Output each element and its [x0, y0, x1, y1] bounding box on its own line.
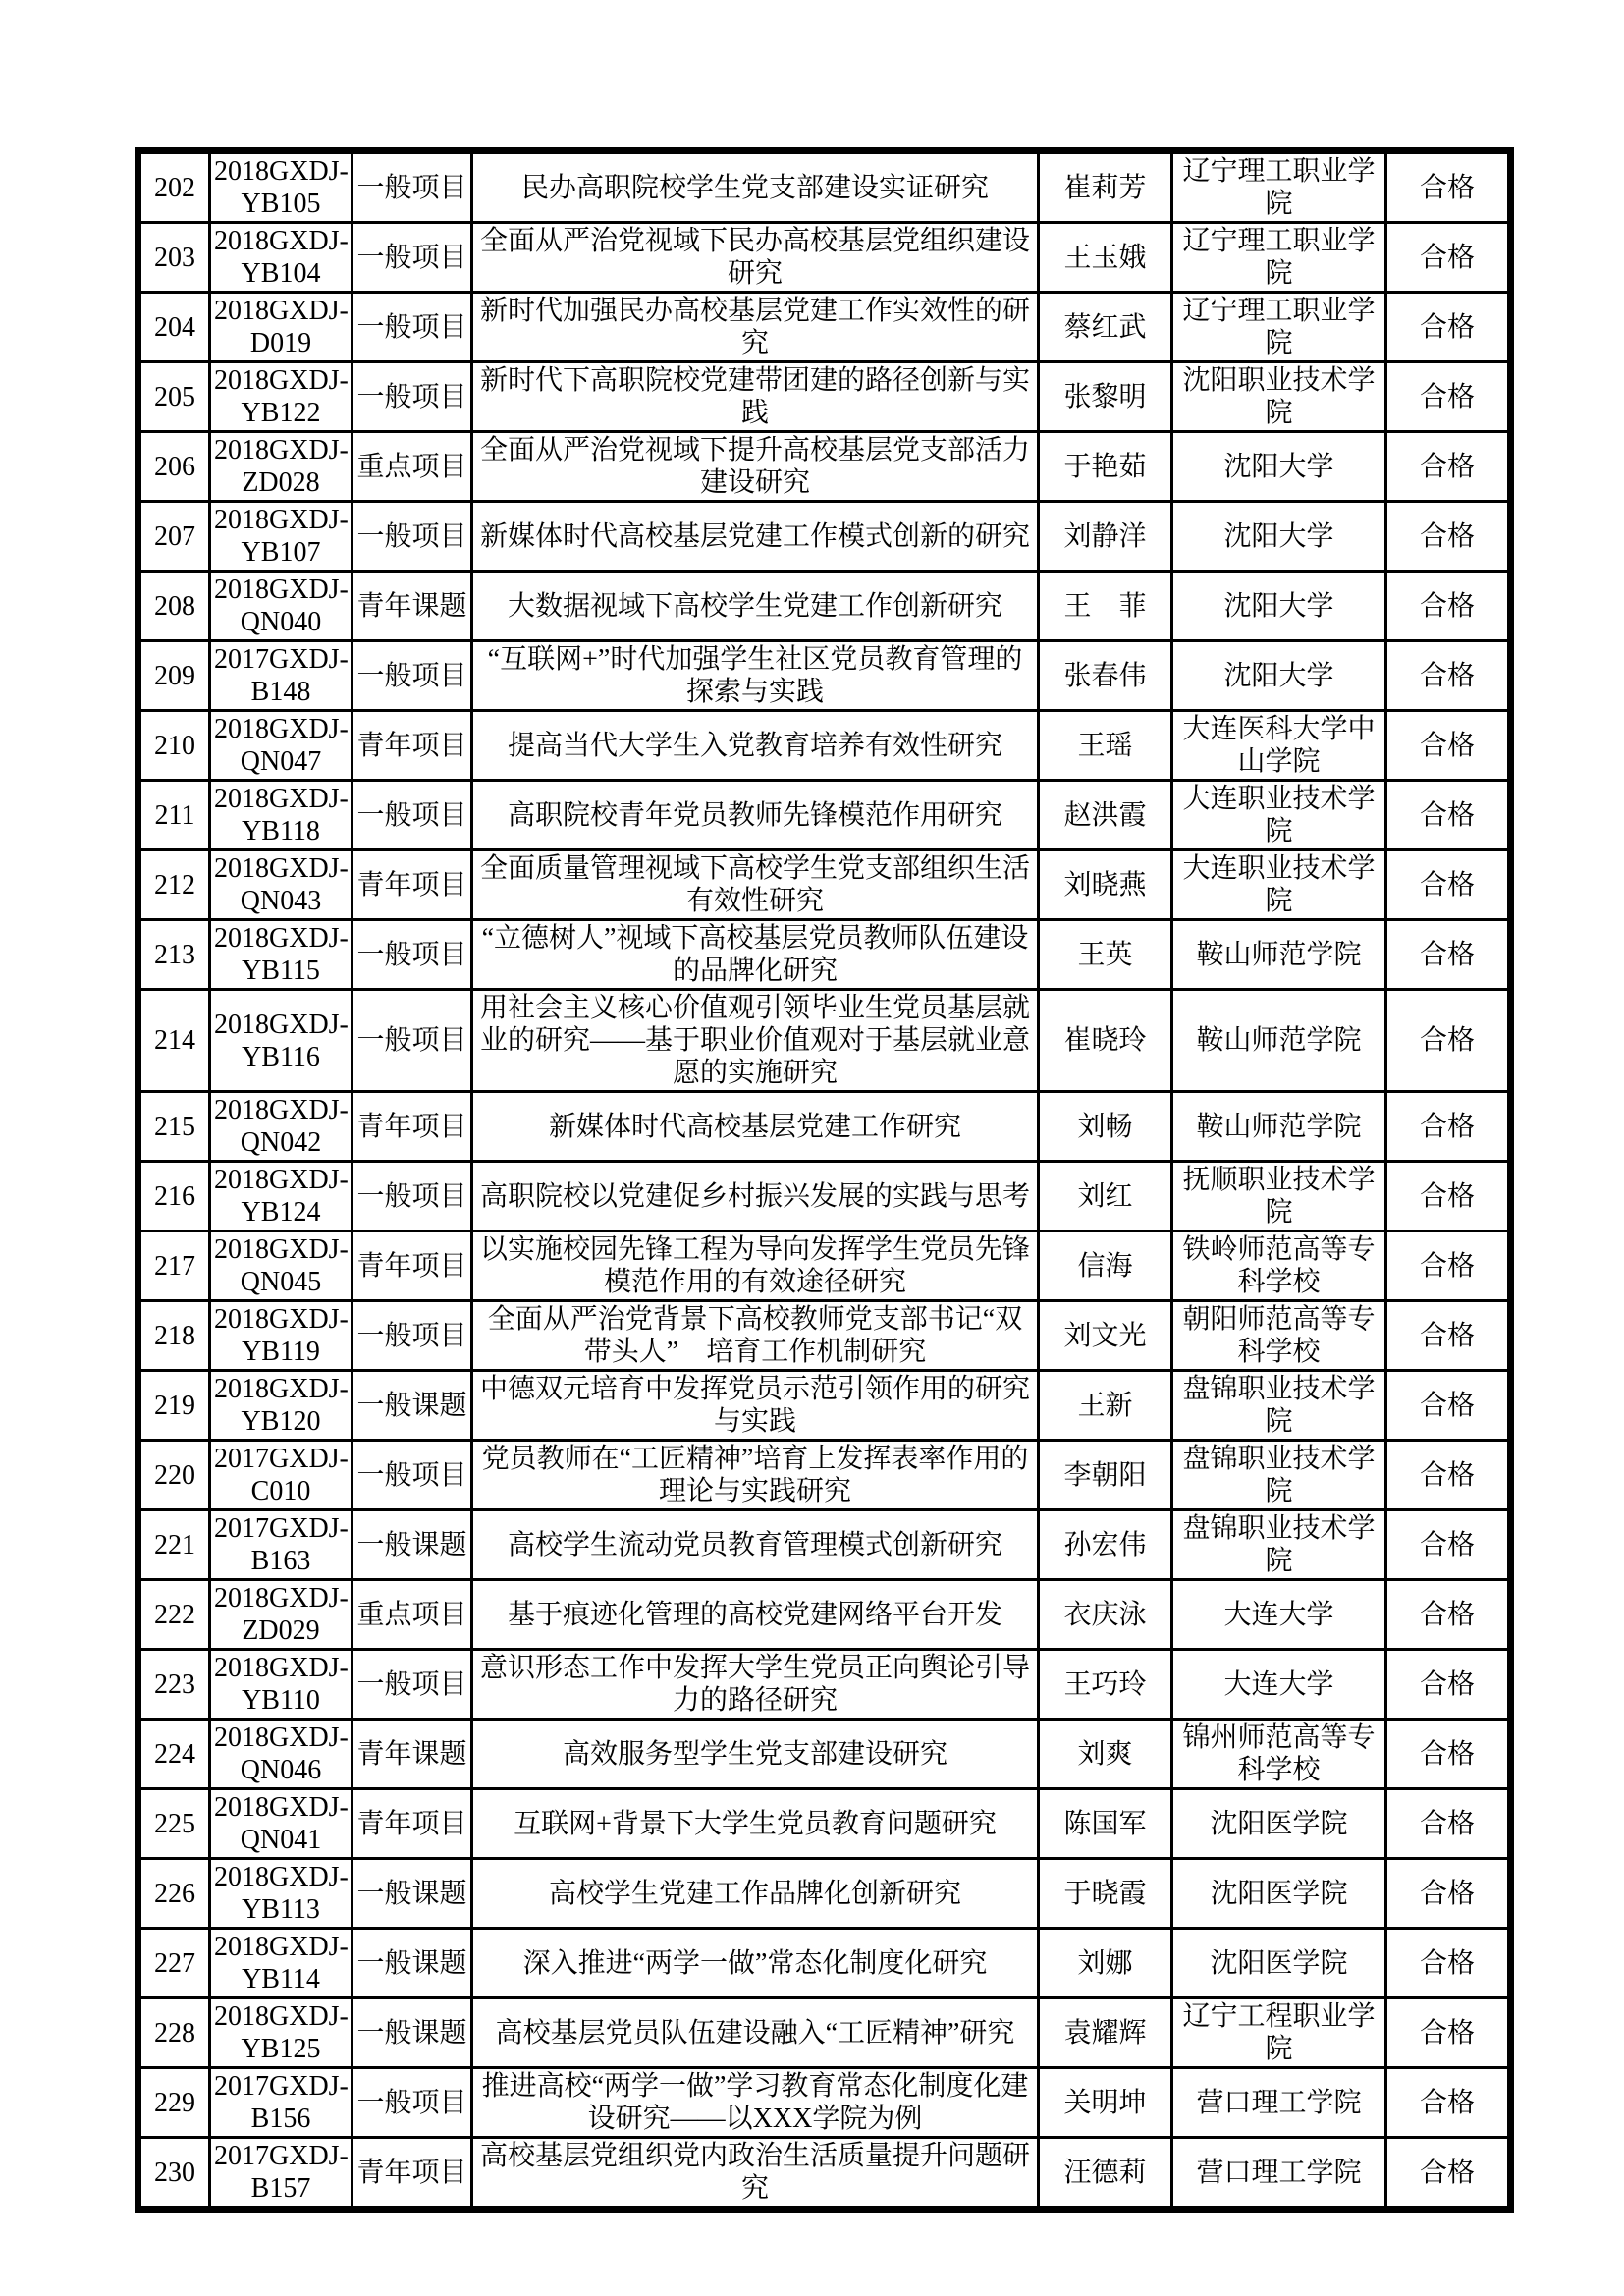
cell-leader-name: 刘畅 — [1039, 1092, 1172, 1162]
cell-project-code: 2018GXDJ-QN043 — [210, 850, 352, 920]
cell-row-number: 207 — [138, 502, 210, 572]
cell-project-type: 青年课题 — [352, 1720, 472, 1789]
table-row — [138, 1859, 1511, 1929]
cell-institution: 辽宁工程职业学院 — [1172, 1998, 1386, 2068]
cell-project-title: 全面从严治党背景下高校教师党支部书记“双带头人” 培育工作机制研究 — [472, 1301, 1039, 1371]
cell-institution: 抚顺职业技术学院 — [1172, 1162, 1386, 1231]
cell-institution: 大连医科大学中山学院 — [1172, 711, 1386, 781]
cell-project-code: 2017GXDJ-B156 — [210, 2068, 352, 2138]
cell-row-number: 217 — [138, 1231, 210, 1301]
table-row — [138, 1301, 1511, 1371]
cell-row-number: 229 — [138, 2068, 210, 2138]
cell-project-title: 民办高职院校学生党支部建设实证研究 — [472, 151, 1039, 223]
cell-institution: 辽宁理工职业学院 — [1172, 293, 1386, 362]
cell-project-type: 一般课题 — [352, 1998, 472, 2068]
cell-project-code: 2018GXDJ-QN045 — [210, 1231, 352, 1301]
cell-project-type: 一般项目 — [352, 990, 472, 1092]
cell-project-title: 提高当代大学生入党教育培养有效性研究 — [472, 711, 1039, 781]
cell-leader-name: 刘娜 — [1039, 1929, 1172, 1998]
cell-leader-name: 孙宏伟 — [1039, 1510, 1172, 1580]
cell-review-result: 合格 — [1386, 850, 1511, 920]
cell-review-result: 合格 — [1386, 1789, 1511, 1859]
cell-project-code: 2018GXDJ-YB114 — [210, 1929, 352, 1998]
cell-project-title: 高校学生党建工作品牌化创新研究 — [472, 1859, 1039, 1929]
cell-project-type: 一般课题 — [352, 1929, 472, 1998]
cell-review-result: 合格 — [1386, 1301, 1511, 1371]
cell-leader-name: 刘爽 — [1039, 1720, 1172, 1789]
cell-project-code: 2018GXDJ-YB118 — [210, 781, 352, 850]
cell-institution: 沈阳医学院 — [1172, 1789, 1386, 1859]
cell-project-code: 2018GXDJ-YB125 — [210, 1998, 352, 2068]
cell-project-code: 2018GXDJ-YB110 — [210, 1650, 352, 1720]
cell-project-title: “立德树人”视域下高校基层党员教师队伍建设的品牌化研究 — [472, 920, 1039, 990]
cell-row-number: 227 — [138, 1929, 210, 1998]
cell-project-type: 青年项目 — [352, 1789, 472, 1859]
cell-project-title: 新时代下高职院校党建带团建的路径创新与实践 — [472, 362, 1039, 432]
cell-review-result: 合格 — [1386, 1998, 1511, 2068]
cell-institution: 辽宁理工职业学院 — [1172, 151, 1386, 223]
cell-project-type: 青年项目 — [352, 850, 472, 920]
cell-project-title: 党员教师在“工匠精神”培育上发挥表率作用的理论与实践研究 — [472, 1441, 1039, 1510]
table-row — [138, 362, 1511, 432]
cell-project-type: 一般项目 — [352, 641, 472, 711]
cell-institution: 盘锦职业技术学院 — [1172, 1371, 1386, 1441]
cell-project-title: 全面从严治党视域下民办高校基层党组织建设研究 — [472, 223, 1039, 293]
cell-project-title: 中德双元培育中发挥党员示范引领作用的研究与实践 — [472, 1371, 1039, 1441]
cell-project-code: 2018GXDJ-QN040 — [210, 572, 352, 641]
cell-leader-name: 崔晓玲 — [1039, 990, 1172, 1092]
cell-leader-name: 崔莉芳 — [1039, 151, 1172, 223]
cell-review-result: 合格 — [1386, 641, 1511, 711]
cell-project-title: 基于痕迹化管理的高校党建网络平台开发 — [472, 1580, 1039, 1650]
table-row — [138, 1929, 1511, 1998]
cell-review-result: 合格 — [1386, 432, 1511, 502]
cell-row-number: 208 — [138, 572, 210, 641]
cell-leader-name: 于晓霞 — [1039, 1859, 1172, 1929]
cell-review-result: 合格 — [1386, 1859, 1511, 1929]
cell-leader-name: 张黎明 — [1039, 362, 1172, 432]
cell-institution: 鞍山师范学院 — [1172, 920, 1386, 990]
cell-project-title: 高校学生流动党员教育管理模式创新研究 — [472, 1510, 1039, 1580]
cell-review-result: 合格 — [1386, 1510, 1511, 1580]
cell-review-result: 合格 — [1386, 1580, 1511, 1650]
cell-project-code: 2018GXDJ-YB120 — [210, 1371, 352, 1441]
cell-leader-name: 信海 — [1039, 1231, 1172, 1301]
cell-institution: 营口理工学院 — [1172, 2138, 1386, 2210]
cell-leader-name: 于艳茹 — [1039, 432, 1172, 502]
table-row — [138, 1441, 1511, 1510]
cell-project-type: 重点项目 — [352, 1580, 472, 1650]
cell-row-number: 225 — [138, 1789, 210, 1859]
table-row — [138, 1092, 1511, 1162]
cell-project-type: 青年课题 — [352, 572, 472, 641]
cell-review-result: 合格 — [1386, 223, 1511, 293]
cell-project-title: 大数据视域下高校学生党建工作创新研究 — [472, 572, 1039, 641]
cell-row-number: 226 — [138, 1859, 210, 1929]
cell-leader-name: 衣庆泳 — [1039, 1580, 1172, 1650]
table-row — [138, 151, 1511, 223]
cell-project-title: 推进高校“两学一做”学习教育常态化制度化建设研究——以XXX学院为例 — [472, 2068, 1039, 2138]
cell-project-title: 全面从严治党视域下提升高校基层党支部活力建设研究 — [472, 432, 1039, 502]
cell-project-code: 2018GXDJ-YB104 — [210, 223, 352, 293]
cell-institution: 沈阳医学院 — [1172, 1859, 1386, 1929]
cell-institution: 营口理工学院 — [1172, 2068, 1386, 2138]
cell-project-title: 互联网+背景下大学生党员教育问题研究 — [472, 1789, 1039, 1859]
cell-review-result: 合格 — [1386, 1162, 1511, 1231]
cell-project-code: 2018GXDJ-YB122 — [210, 362, 352, 432]
cell-row-number: 223 — [138, 1650, 210, 1720]
cell-leader-name: 王巧玲 — [1039, 1650, 1172, 1720]
cell-project-type: 一般项目 — [352, 293, 472, 362]
cell-project-type: 一般项目 — [352, 1441, 472, 1510]
table-row — [138, 850, 1511, 920]
cell-project-type: 一般课题 — [352, 1371, 472, 1441]
cell-review-result: 合格 — [1386, 711, 1511, 781]
table-row — [138, 572, 1511, 641]
cell-project-title: 新媒体时代高校基层党建工作研究 — [472, 1092, 1039, 1162]
table-row — [138, 223, 1511, 293]
cell-review-result: 合格 — [1386, 1441, 1511, 1510]
cell-institution: 铁岭师范高等专科学校 — [1172, 1231, 1386, 1301]
cell-institution: 大连大学 — [1172, 1580, 1386, 1650]
cell-project-code: 2017GXDJ-B148 — [210, 641, 352, 711]
cell-institution: 沈阳大学 — [1172, 641, 1386, 711]
cell-leader-name: 王英 — [1039, 920, 1172, 990]
cell-leader-name: 汪德莉 — [1039, 2138, 1172, 2210]
cell-project-type: 一般项目 — [352, 920, 472, 990]
cell-project-title: 高职院校青年党员教师先锋模范作用研究 — [472, 781, 1039, 850]
cell-institution: 大连大学 — [1172, 1650, 1386, 1720]
cell-review-result: 合格 — [1386, 920, 1511, 990]
project-review-results-table — [135, 147, 1514, 2213]
cell-institution: 辽宁理工职业学院 — [1172, 223, 1386, 293]
cell-row-number: 221 — [138, 1510, 210, 1580]
cell-project-code: 2018GXDJ-ZD029 — [210, 1580, 352, 1650]
table-row — [138, 1510, 1511, 1580]
table-row — [138, 920, 1511, 990]
cell-project-code: 2018GXDJ-D019 — [210, 293, 352, 362]
cell-project-type: 青年项目 — [352, 1231, 472, 1301]
cell-project-type: 一般项目 — [352, 502, 472, 572]
cell-review-result: 合格 — [1386, 1650, 1511, 1720]
cell-review-result: 合格 — [1386, 1371, 1511, 1441]
cell-project-code: 2018GXDJ-QN047 — [210, 711, 352, 781]
cell-row-number: 214 — [138, 990, 210, 1092]
cell-project-code: 2017GXDJ-B163 — [210, 1510, 352, 1580]
cell-project-type: 一般项目 — [352, 781, 472, 850]
cell-row-number: 216 — [138, 1162, 210, 1231]
cell-leader-name: 刘文光 — [1039, 1301, 1172, 1371]
cell-project-type: 一般项目 — [352, 223, 472, 293]
cell-institution: 盘锦职业技术学院 — [1172, 1510, 1386, 1580]
cell-leader-name: 王 菲 — [1039, 572, 1172, 641]
cell-institution: 沈阳医学院 — [1172, 1929, 1386, 1998]
cell-project-title: 高校基层党组织党内政治生活质量提升问题研究 — [472, 2138, 1039, 2210]
table-row — [138, 502, 1511, 572]
cell-review-result: 合格 — [1386, 572, 1511, 641]
cell-project-title: 用社会主义核心价值观引领毕业生党员基层就业的研究——基于职业价值观对于基层就业意愿的实施研究 — [472, 990, 1039, 1092]
cell-review-result: 合格 — [1386, 1231, 1511, 1301]
cell-project-code: 2018GXDJ-YB116 — [210, 990, 352, 1092]
cell-row-number: 210 — [138, 711, 210, 781]
table-row — [138, 711, 1511, 781]
cell-leader-name: 王新 — [1039, 1371, 1172, 1441]
cell-row-number: 209 — [138, 641, 210, 711]
cell-review-result: 合格 — [1386, 2138, 1511, 2210]
cell-project-title: 意识形态工作中发挥大学生党员正向舆论引导力的路径研究 — [472, 1650, 1039, 1720]
cell-row-number: 206 — [138, 432, 210, 502]
table-row — [138, 1580, 1511, 1650]
cell-institution: 盘锦职业技术学院 — [1172, 1441, 1386, 1510]
cell-row-number: 224 — [138, 1720, 210, 1789]
cell-project-code: 2017GXDJ-C010 — [210, 1441, 352, 1510]
cell-row-number: 213 — [138, 920, 210, 990]
cell-row-number: 218 — [138, 1301, 210, 1371]
cell-review-result: 合格 — [1386, 293, 1511, 362]
table-row — [138, 1371, 1511, 1441]
cell-project-code: 2018GXDJ-YB107 — [210, 502, 352, 572]
cell-review-result: 合格 — [1386, 151, 1511, 223]
table-row — [138, 641, 1511, 711]
table-sheet — [135, 147, 1514, 2213]
cell-row-number: 203 — [138, 223, 210, 293]
cell-leader-name: 关明坤 — [1039, 2068, 1172, 2138]
cell-leader-name: 袁耀辉 — [1039, 1998, 1172, 2068]
cell-project-code: 2018GXDJ-YB115 — [210, 920, 352, 990]
cell-row-number: 219 — [138, 1371, 210, 1441]
table-row — [138, 1789, 1511, 1859]
cell-row-number: 215 — [138, 1092, 210, 1162]
table-row — [138, 1650, 1511, 1720]
cell-review-result: 合格 — [1386, 1929, 1511, 1998]
table-row — [138, 2138, 1511, 2210]
cell-project-title: 深入推进“两学一做”常态化制度化研究 — [472, 1929, 1039, 1998]
cell-project-code: 2018GXDJ-QN042 — [210, 1092, 352, 1162]
cell-institution: 沈阳职业技术学院 — [1172, 362, 1386, 432]
cell-project-code: 2018GXDJ-ZD028 — [210, 432, 352, 502]
cell-leader-name: 陈国军 — [1039, 1789, 1172, 1859]
cell-project-code: 2018GXDJ-YB124 — [210, 1162, 352, 1231]
cell-institution: 锦州师范高等专科学校 — [1172, 1720, 1386, 1789]
cell-review-result: 合格 — [1386, 1092, 1511, 1162]
cell-project-code: 2018GXDJ-QN041 — [210, 1789, 352, 1859]
cell-project-code: 2018GXDJ-YB119 — [210, 1301, 352, 1371]
cell-project-title: 全面质量管理视域下高校学生党支部组织生活有效性研究 — [472, 850, 1039, 920]
cell-project-code: 2018GXDJ-QN046 — [210, 1720, 352, 1789]
cell-institution: 大连职业技术学院 — [1172, 850, 1386, 920]
cell-project-title: 新媒体时代高校基层党建工作模式创新的研究 — [472, 502, 1039, 572]
cell-leader-name: 刘晓燕 — [1039, 850, 1172, 920]
cell-project-type: 一般项目 — [352, 1301, 472, 1371]
table-row — [138, 781, 1511, 850]
cell-row-number: 211 — [138, 781, 210, 850]
cell-project-type: 一般课题 — [352, 1510, 472, 1580]
cell-project-code: 2017GXDJ-B157 — [210, 2138, 352, 2210]
cell-leader-name: 刘红 — [1039, 1162, 1172, 1231]
cell-row-number: 222 — [138, 1580, 210, 1650]
cell-project-type: 青年项目 — [352, 2138, 472, 2210]
cell-row-number: 204 — [138, 293, 210, 362]
table-row — [138, 1162, 1511, 1231]
cell-institution: 鞍山师范学院 — [1172, 1092, 1386, 1162]
cell-row-number: 212 — [138, 850, 210, 920]
cell-review-result: 合格 — [1386, 362, 1511, 432]
cell-row-number: 202 — [138, 151, 210, 223]
cell-project-type: 一般项目 — [352, 2068, 472, 2138]
cell-row-number: 228 — [138, 1998, 210, 2068]
table-row — [138, 432, 1511, 502]
cell-review-result: 合格 — [1386, 781, 1511, 850]
cell-leader-name: 张春伟 — [1039, 641, 1172, 711]
cell-leader-name: 赵洪霞 — [1039, 781, 1172, 850]
cell-project-type: 一般项目 — [352, 1162, 472, 1231]
cell-review-result: 合格 — [1386, 1720, 1511, 1789]
cell-review-result: 合格 — [1386, 990, 1511, 1092]
cell-leader-name: 李朝阳 — [1039, 1441, 1172, 1510]
cell-institution: 朝阳师范高等专科学校 — [1172, 1301, 1386, 1371]
cell-leader-name: 王瑶 — [1039, 711, 1172, 781]
table-row — [138, 990, 1511, 1092]
cell-project-type: 一般项目 — [352, 151, 472, 223]
cell-project-title: 高校基层党员队伍建设融入“工匠精神”研究 — [472, 1998, 1039, 2068]
table-row — [138, 1998, 1511, 2068]
cell-institution: 鞍山师范学院 — [1172, 990, 1386, 1092]
table-row — [138, 1720, 1511, 1789]
cell-institution: 沈阳大学 — [1172, 572, 1386, 641]
cell-project-title: 高效服务型学生党支部建设研究 — [472, 1720, 1039, 1789]
cell-project-title: 新时代加强民办高校基层党建工作实效性的研究 — [472, 293, 1039, 362]
cell-review-result: 合格 — [1386, 2068, 1511, 2138]
table-body — [138, 151, 1511, 2210]
cell-row-number: 230 — [138, 2138, 210, 2210]
cell-project-title: “互联网+”时代加强学生社区党员教育管理的探索与实践 — [472, 641, 1039, 711]
cell-project-title: 以实施校园先锋工程为导向发挥学生党员先锋模范作用的有效途径研究 — [472, 1231, 1039, 1301]
cell-institution: 沈阳大学 — [1172, 432, 1386, 502]
cell-project-type: 一般项目 — [352, 1650, 472, 1720]
table-row — [138, 2068, 1511, 2138]
cell-project-type: 一般项目 — [352, 362, 472, 432]
cell-institution: 大连职业技术学院 — [1172, 781, 1386, 850]
cell-review-result: 合格 — [1386, 502, 1511, 572]
cell-project-type: 青年项目 — [352, 1092, 472, 1162]
cell-leader-name: 蔡红武 — [1039, 293, 1172, 362]
cell-project-title: 高职院校以党建促乡村振兴发展的实践与思考 — [472, 1162, 1039, 1231]
cell-leader-name: 王玉娥 — [1039, 223, 1172, 293]
cell-row-number: 220 — [138, 1441, 210, 1510]
table-row — [138, 293, 1511, 362]
table-row — [138, 1231, 1511, 1301]
cell-project-type: 青年项目 — [352, 711, 472, 781]
cell-institution: 沈阳大学 — [1172, 502, 1386, 572]
cell-project-type: 一般课题 — [352, 1859, 472, 1929]
cell-leader-name: 刘静洋 — [1039, 502, 1172, 572]
cell-project-type: 重点项目 — [352, 432, 472, 502]
cell-project-code: 2018GXDJ-YB113 — [210, 1859, 352, 1929]
cell-row-number: 205 — [138, 362, 210, 432]
cell-project-code: 2018GXDJ-YB105 — [210, 151, 352, 223]
